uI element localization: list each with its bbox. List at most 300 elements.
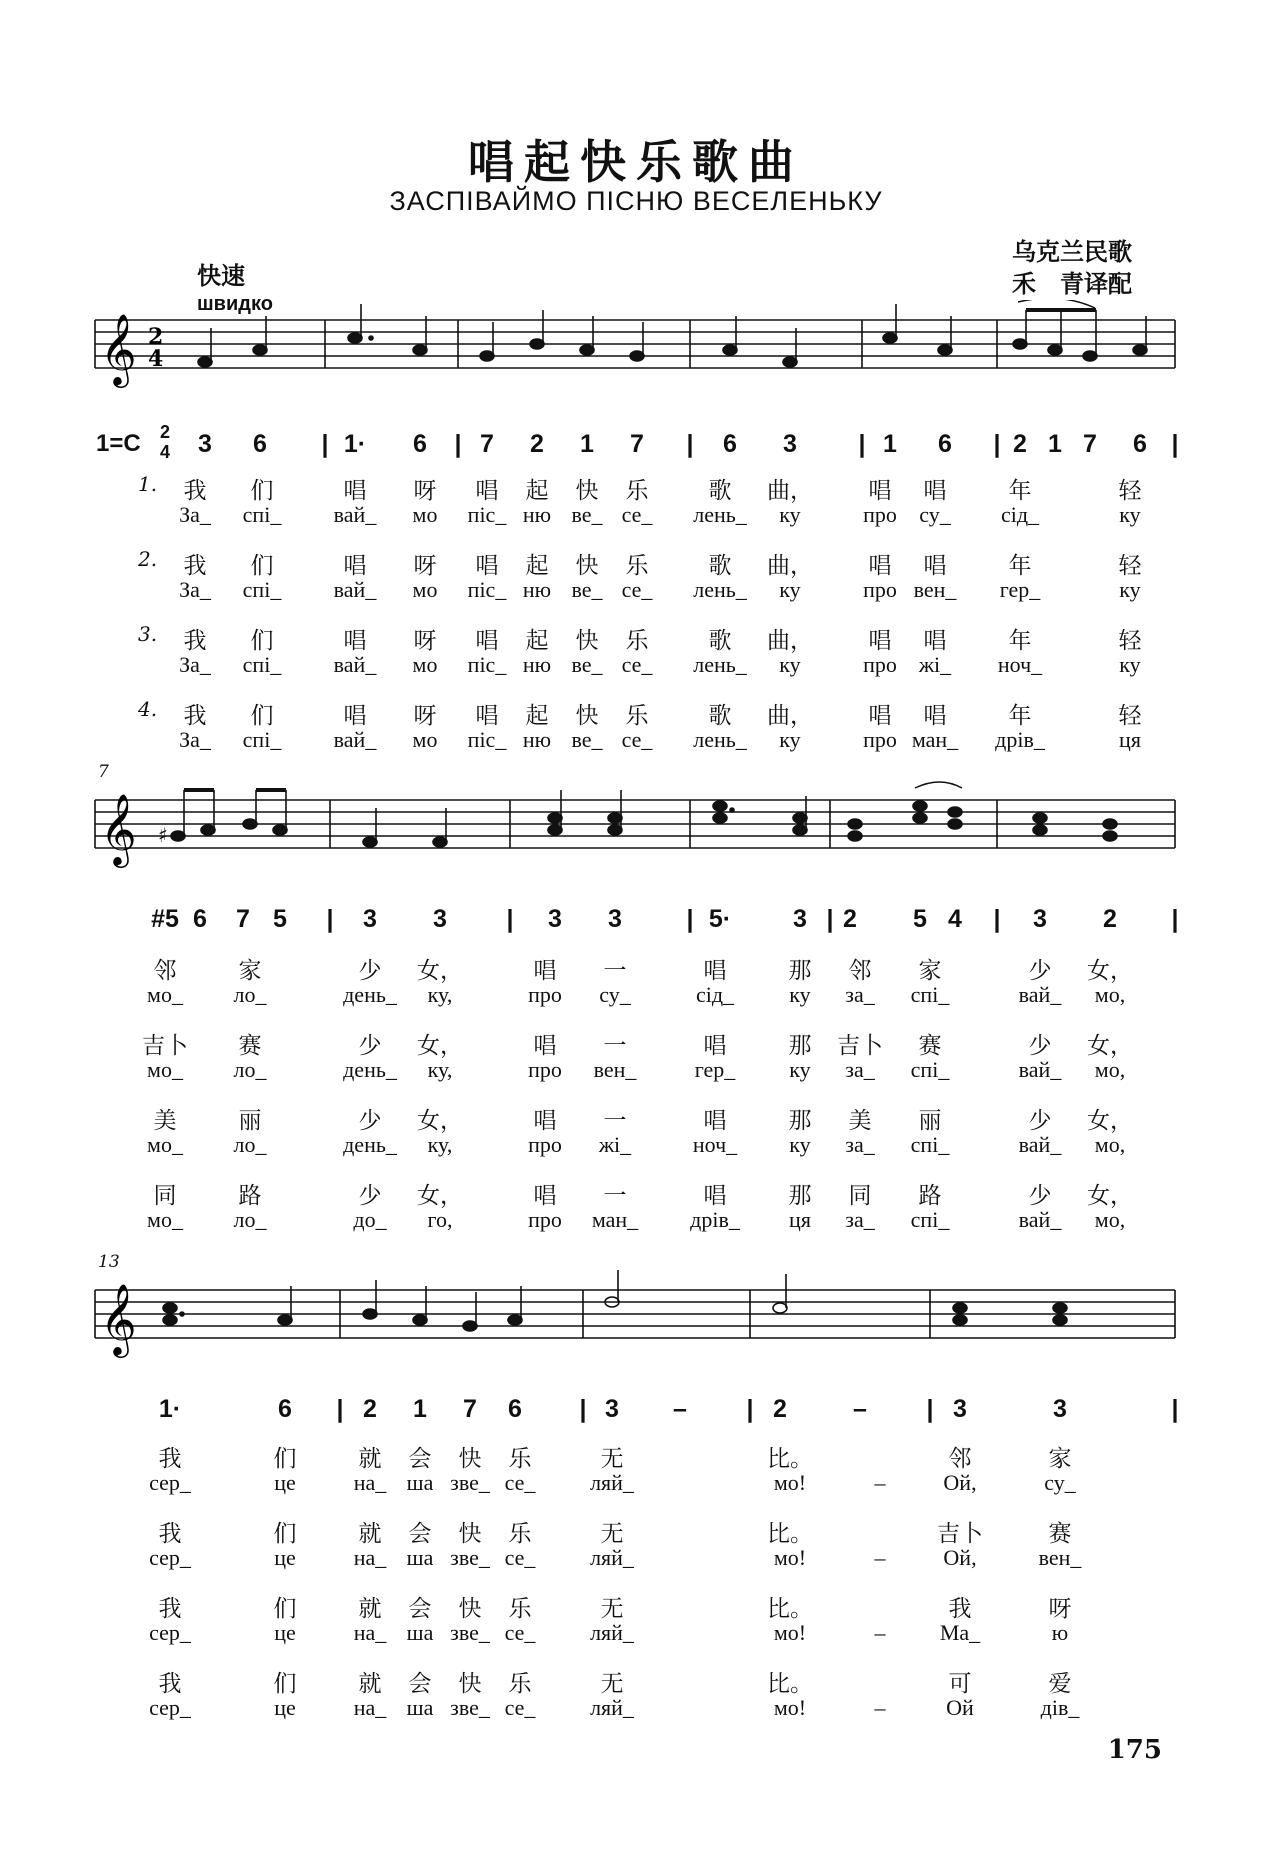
lyric-ukrainian: зве_ <box>450 1470 490 1495</box>
lyric-ukrainian: ку, <box>427 1057 453 1082</box>
lyric-ukrainian: ман_ <box>591 1207 639 1232</box>
jianpu-note: 2 <box>773 1395 787 1423</box>
lyric-ukrainian: су_ <box>599 982 631 1007</box>
lyric-chinese: 唱 <box>868 478 892 504</box>
page-number: 175 <box>1107 1735 1162 1765</box>
lyric-chinese: 快 <box>575 703 599 729</box>
lyric-ukrainian: спі_ <box>910 1132 950 1157</box>
lyric-ukrainian: ця <box>789 1207 811 1232</box>
lyric-ukrainian: про <box>528 982 562 1007</box>
lyric-chinese: 就 <box>358 1596 382 1622</box>
lyric-chinese: 年 <box>1008 703 1032 729</box>
lyric-chinese: 快 <box>458 1671 482 1697</box>
lyric-chinese: 们 <box>250 628 274 654</box>
lyric-chinese: 美 <box>848 1108 872 1134</box>
lyric-ukrainian: ку <box>779 652 801 677</box>
lyric-chinese: 乐 <box>508 1596 532 1622</box>
lyric-ukrainian: дрів_ <box>995 727 1045 752</box>
lyric-chinese: 我 <box>183 478 207 504</box>
lyric-ukrainian: сід_ <box>695 982 735 1007</box>
jianpu-row-3 <box>0 1395 1272 1435</box>
lyrics-block-2 <box>0 952 1272 1242</box>
lyric-chinese: 一 <box>603 1108 627 1134</box>
lyric-ukrainian: су_ <box>1044 1470 1076 1495</box>
jianpu-note: 3 <box>783 430 797 458</box>
lyric-chinese: 歌 <box>708 478 732 504</box>
lyric-ukrainian: ша <box>406 1695 434 1720</box>
lyric-chinese: 我 <box>183 553 207 579</box>
lyric-chinese: 吉卜 <box>937 1521 983 1547</box>
lyrics-block-3 <box>0 1440 1272 1730</box>
lyric-chinese: 唱 <box>343 478 367 504</box>
lyric-ukrainian: спі_ <box>242 577 282 602</box>
lyric-ukrainian: се_ <box>621 502 653 527</box>
lyric-ukrainian: спі_ <box>242 502 282 527</box>
lyric-chinese: 少 <box>1028 1183 1052 1209</box>
lyric-chinese: 赛 <box>238 1033 262 1059</box>
lyric-ukrainian: вай_ <box>333 652 377 677</box>
lyric-ukrainian: мо, <box>1094 1207 1126 1232</box>
lyric-ukrainian: лень_ <box>693 727 747 752</box>
lyric-ukrainian: спі_ <box>910 1057 950 1082</box>
lyric-chinese: 歌 <box>708 703 732 729</box>
lyric-chinese: 邻 <box>848 958 872 984</box>
jianpu-barline: | <box>336 1395 344 1423</box>
lyric-chinese: 快 <box>458 1521 482 1547</box>
lyric-chinese: 那 <box>788 1183 812 1209</box>
lyric-chinese: 少 <box>358 1108 382 1134</box>
lyric-chinese: 唱 <box>343 628 367 654</box>
lyric-chinese: 我 <box>183 703 207 729</box>
lyric-ukrainian: мо <box>412 652 438 677</box>
lyric-ukrainian: це <box>274 1695 296 1720</box>
lyric-ukrainian: се_ <box>621 727 653 752</box>
lyric-chinese: 乐 <box>625 628 649 654</box>
lyric-chinese: 唱 <box>923 478 947 504</box>
lyric-chinese: 唱 <box>475 478 499 504</box>
tempo-chinese: 快速 <box>197 261 245 290</box>
jianpu-note: 2 <box>363 1395 377 1423</box>
lyric-ukrainian: день_ <box>343 1132 397 1157</box>
lyric-ukrainian: ве_ <box>571 652 603 677</box>
jianpu-note: 5· <box>708 905 732 933</box>
jianpu-barline: | <box>993 905 1001 933</box>
lyric-ukrainian: ляй_ <box>590 1695 634 1720</box>
treble-clef-icon: 𝄞 <box>100 312 137 385</box>
lyric-ukrainian: на_ <box>353 1695 387 1720</box>
lyric-ukrainian: ве_ <box>571 577 603 602</box>
lyric-ukrainian: про <box>528 1132 562 1157</box>
jianpu-note: 3 <box>433 905 447 933</box>
lyric-ukrainian: се_ <box>504 1470 536 1495</box>
lyric-ukrainian: Ой, <box>943 1470 977 1495</box>
jianpu-barline: | <box>686 905 694 933</box>
lyric-ukrainian: гер_ <box>999 577 1041 602</box>
lyric-ukrainian: про <box>528 1057 562 1082</box>
lyric-chinese: 女， <box>1087 1033 1133 1059</box>
lyric-ukrainian: зве_ <box>450 1695 490 1720</box>
lyric-ukrainian: – <box>874 1695 886 1720</box>
lyric-ukrainian: вай_ <box>1018 1132 1062 1157</box>
time-signature-top: 2 <box>160 422 171 442</box>
lyric-ukrainian: мо! <box>773 1470 807 1495</box>
lyric-chinese: 无 <box>600 1671 624 1697</box>
svg-text:2: 2 <box>148 324 164 350</box>
lyric-ukrainian: сід_ <box>1000 502 1040 527</box>
lyric-ukrainian: мо_ <box>147 1132 183 1157</box>
lyric-chinese: 女， <box>1087 958 1133 984</box>
lyric-chinese: 们 <box>273 1596 297 1622</box>
lyric-chinese: 少 <box>358 1183 382 1209</box>
lyric-chinese: 女， <box>417 958 463 984</box>
lyric-chinese: 我 <box>183 628 207 654</box>
lyric-ukrainian: – <box>874 1470 886 1495</box>
lyric-chinese: 唱 <box>868 703 892 729</box>
lyric-chinese: 曲， <box>767 553 813 579</box>
jianpu-note: 6 <box>413 430 427 458</box>
lyric-chinese: 少 <box>1028 1033 1052 1059</box>
lyric-chinese: 一 <box>603 958 627 984</box>
lyric-chinese: 乐 <box>508 1446 532 1472</box>
lyric-chinese: 同 <box>153 1183 177 1209</box>
song-title-ukrainian: ЗАСПІВАЙМО ПІСНЮ ВЕСЕЛЕНЬКУ <box>389 186 883 216</box>
lyric-ukrainian: ло_ <box>233 1132 267 1157</box>
lyric-ukrainian: ноч_ <box>997 652 1043 677</box>
lyric-chinese: 快 <box>458 1446 482 1472</box>
jianpu-note: 1 <box>1048 430 1062 458</box>
lyric-ukrainian: на_ <box>353 1470 387 1495</box>
jianpu-note: 6 <box>1133 430 1147 458</box>
jianpu-note: 6 <box>938 430 952 458</box>
lyric-chinese: 们 <box>250 703 274 729</box>
jianpu-barline: | <box>454 430 462 458</box>
verse-number: 3. <box>138 622 158 646</box>
lyric-chinese: 女， <box>417 1108 463 1134</box>
lyric-chinese: 一 <box>603 1033 627 1059</box>
lyric-chinese: 轻 <box>1118 628 1142 654</box>
jianpu-note: 1 <box>883 430 897 458</box>
lyric-ukrainian: се_ <box>504 1695 536 1720</box>
svg-text:4: 4 <box>148 346 164 372</box>
lyric-chinese: 乐 <box>625 703 649 729</box>
lyric-ukrainian: вай_ <box>333 577 377 602</box>
jianpu-barline: | <box>826 905 834 933</box>
lyric-chinese: 女， <box>1087 1108 1133 1134</box>
staff-system-2 <box>0 780 1272 890</box>
lyric-chinese: 唱 <box>923 703 947 729</box>
lyric-chinese: 唱 <box>703 1183 727 1209</box>
lyric-chinese: 快 <box>575 628 599 654</box>
lyric-ukrainian: за_ <box>845 1132 875 1157</box>
lyric-ukrainian: вен_ <box>593 1057 637 1082</box>
lyric-ukrainian: вен_ <box>1038 1545 1082 1570</box>
lyric-chinese: 女， <box>417 1183 463 1209</box>
lyric-ukrainian: ку <box>789 1057 811 1082</box>
key-signature: 1=C <box>96 430 141 457</box>
lyric-chinese: 唱 <box>703 1108 727 1134</box>
lyric-ukrainian: ша <box>406 1470 434 1495</box>
lyric-chinese: 我 <box>948 1596 972 1622</box>
jianpu-barline: | <box>993 430 1001 458</box>
lyric-chinese: 可 <box>948 1671 972 1697</box>
lyric-chinese: 丽 <box>238 1108 262 1134</box>
lyric-chinese: 家 <box>1048 1446 1072 1472</box>
lyric-chinese: 爱 <box>1048 1671 1072 1697</box>
lyric-ukrainian: це <box>274 1620 296 1645</box>
lyric-ukrainian: сер_ <box>149 1620 191 1645</box>
lyric-ukrainian: ку <box>789 982 811 1007</box>
lyric-ukrainian: го, <box>427 1207 453 1232</box>
lyric-ukrainian: ло_ <box>233 1207 267 1232</box>
lyric-chinese: 轻 <box>1118 703 1142 729</box>
lyric-ukrainian: мо <box>412 502 438 527</box>
lyric-chinese: 无 <box>600 1521 624 1547</box>
jianpu-note: 3 <box>608 905 622 933</box>
lyric-ukrainian: ве_ <box>571 727 603 752</box>
lyric-ukrainian: мо, <box>1094 1057 1126 1082</box>
lyric-chinese: 们 <box>250 553 274 579</box>
lyric-chinese: 少 <box>358 958 382 984</box>
lyric-ukrainian: на_ <box>353 1545 387 1570</box>
jianpu-note: 3 <box>548 905 562 933</box>
lyric-ukrainian: на_ <box>353 1620 387 1645</box>
lyric-ukrainian: ку <box>779 577 801 602</box>
lyric-chinese: 唱 <box>475 628 499 654</box>
lyric-chinese: 家 <box>918 958 942 984</box>
jianpu-barline: | <box>746 1395 754 1423</box>
jianpu-note: 7 <box>480 430 494 458</box>
lyric-ukrainian: мо_ <box>147 1057 183 1082</box>
arranger-label: 禾 青译配 <box>1012 269 1132 298</box>
jianpu-note: 6 <box>193 905 207 933</box>
lyric-ukrainian: ю <box>1051 1620 1069 1645</box>
lyric-chinese: 少 <box>1028 1108 1052 1134</box>
lyric-chinese: 快 <box>575 478 599 504</box>
lyric-ukrainian: ве_ <box>571 502 603 527</box>
jianpu-note: #5 <box>151 905 179 933</box>
lyric-ukrainian: спі_ <box>910 982 950 1007</box>
jianpu-note: 5 <box>913 905 927 933</box>
svg-text:♯: ♯ <box>158 823 168 847</box>
lyric-ukrainian: ку, <box>427 982 453 1007</box>
lyric-ukrainian: мо, <box>1094 1132 1126 1157</box>
lyric-chinese: 比。 <box>767 1521 813 1547</box>
lyric-ukrainian: ню <box>522 652 552 677</box>
lyric-chinese: 就 <box>358 1671 382 1697</box>
lyric-ukrainian: день_ <box>343 982 397 1007</box>
lyric-chinese: 一 <box>603 1183 627 1209</box>
lyric-chinese: 唱 <box>923 553 947 579</box>
lyric-ukrainian: за_ <box>845 1207 875 1232</box>
lyric-chinese: 唱 <box>533 1108 557 1134</box>
lyric-chinese: 比。 <box>767 1596 813 1622</box>
lyric-chinese: 唱 <box>343 703 367 729</box>
treble-clef-icon: 𝄞 <box>100 792 137 865</box>
lyric-ukrainian: зве_ <box>450 1545 490 1570</box>
lyric-ukrainian: день_ <box>343 1057 397 1082</box>
jianpu-note: 3 <box>1053 1395 1067 1423</box>
lyric-ukrainian: це <box>274 1470 296 1495</box>
treble-clef-icon: 𝄞 <box>100 1282 137 1355</box>
jianpu-barline: | <box>579 1395 587 1423</box>
jianpu-barline: | <box>686 430 694 458</box>
lyric-chinese: 快 <box>575 553 599 579</box>
lyric-ukrainian: піс_ <box>467 727 507 752</box>
lyric-ukrainian: дрів_ <box>690 1207 740 1232</box>
lyric-chinese: 起 <box>525 628 549 654</box>
lyric-ukrainian: вай_ <box>1018 1207 1062 1232</box>
lyric-chinese: 呀 <box>413 628 437 654</box>
lyric-chinese: 呀 <box>1048 1596 1072 1622</box>
lyric-chinese: 那 <box>788 958 812 984</box>
lyric-chinese: 会 <box>408 1446 432 1472</box>
lyric-chinese: 呀 <box>413 553 437 579</box>
jianpu-note: 3 <box>793 905 807 933</box>
verse-number: 2. <box>138 547 158 571</box>
lyric-chinese: 我 <box>158 1671 182 1697</box>
lyric-chinese: 比。 <box>767 1446 813 1472</box>
jianpu-note: 6 <box>278 1395 292 1423</box>
lyric-ukrainian: за_ <box>845 1057 875 1082</box>
lyric-ukrainian: ню <box>522 727 552 752</box>
lyric-chinese: 会 <box>408 1596 432 1622</box>
lyric-chinese: 邻 <box>153 958 177 984</box>
lyric-ukrainian: ляй_ <box>590 1470 634 1495</box>
lyric-ukrainian: піс_ <box>467 577 507 602</box>
lyric-ukrainian: вай_ <box>1018 982 1062 1007</box>
lyric-ukrainian: зве_ <box>450 1620 490 1645</box>
staff-system-1 <box>0 300 1272 410</box>
lyric-chinese: 呀 <box>413 478 437 504</box>
lyric-chinese: 唱 <box>343 553 367 579</box>
lyric-chinese: 曲， <box>767 478 813 504</box>
jianpu-barline: | <box>1171 905 1179 933</box>
lyric-chinese: 会 <box>408 1521 432 1547</box>
lyric-chinese: 唱 <box>703 958 727 984</box>
verse-number: 4. <box>138 697 158 721</box>
lyric-chinese: 赛 <box>918 1033 942 1059</box>
jianpu-note: 7 <box>236 905 250 933</box>
lyric-chinese: 少 <box>358 1033 382 1059</box>
lyric-ukrainian: про <box>528 1207 562 1232</box>
song-title-chinese: 唱起快乐歌曲 <box>468 135 804 189</box>
lyric-ukrainian: про <box>863 727 897 752</box>
jianpu-barline: | <box>506 905 514 933</box>
lyric-chinese: 那 <box>788 1033 812 1059</box>
lyric-ukrainian: мо! <box>773 1695 807 1720</box>
jianpu-note: 3 <box>363 905 377 933</box>
lyric-chinese: 吉卜 <box>142 1033 188 1059</box>
lyric-ukrainian: ку, <box>427 1132 453 1157</box>
lyric-chinese: 快 <box>458 1596 482 1622</box>
lyric-chinese: 邻 <box>948 1446 972 1472</box>
lyric-ukrainian: се_ <box>504 1620 536 1645</box>
lyric-ukrainian: Ма_ <box>939 1620 981 1645</box>
lyric-ukrainian: су_ <box>919 502 951 527</box>
jianpu-note: 2 <box>843 905 857 933</box>
lyric-ukrainian: це <box>274 1545 296 1570</box>
lyric-ukrainian: вен_ <box>913 577 957 602</box>
lyric-chinese: 乐 <box>625 553 649 579</box>
lyric-chinese: 唱 <box>923 628 947 654</box>
lyric-ukrainian: ку <box>789 1132 811 1157</box>
lyric-ukrainian: се_ <box>621 652 653 677</box>
lyric-chinese: 歌 <box>708 628 732 654</box>
lyric-chinese: 女， <box>417 1033 463 1059</box>
lyric-ukrainian: мо! <box>773 1620 807 1645</box>
lyric-chinese: 赛 <box>1048 1521 1072 1547</box>
lyric-chinese: 同 <box>848 1183 872 1209</box>
lyric-ukrainian: ло_ <box>233 1057 267 1082</box>
lyric-chinese: 唱 <box>703 1033 727 1059</box>
lyric-chinese: 唱 <box>475 553 499 579</box>
lyric-ukrainian: ню <box>522 577 552 602</box>
lyric-chinese: 就 <box>358 1521 382 1547</box>
lyric-ukrainian: ша <box>406 1620 434 1645</box>
lyric-chinese: 女， <box>1087 1183 1133 1209</box>
lyric-ukrainian: про <box>863 502 897 527</box>
lyric-ukrainian: мо, <box>1094 982 1126 1007</box>
lyric-chinese: 歌 <box>708 553 732 579</box>
lyric-ukrainian: ман_ <box>911 727 959 752</box>
lyric-chinese: 唱 <box>533 958 557 984</box>
lyric-ukrainian: ку <box>779 727 801 752</box>
jianpu-note: 6 <box>723 430 737 458</box>
lyric-ukrainian: ку <box>1119 652 1141 677</box>
bar-number: 13 <box>98 1252 120 1272</box>
lyric-ukrainian: за_ <box>845 982 875 1007</box>
lyric-ukrainian: ку <box>1119 577 1141 602</box>
jianpu-note: – <box>673 1395 687 1423</box>
jianpu-note: 5 <box>273 905 287 933</box>
lyric-chinese: 轻 <box>1118 478 1142 504</box>
lyric-ukrainian: ляй_ <box>590 1545 634 1570</box>
lyric-ukrainian: За_ <box>179 652 211 677</box>
lyric-chinese: 年 <box>1008 628 1032 654</box>
jianpu-note: 3 <box>605 1395 619 1423</box>
lyric-ukrainian: вай_ <box>333 502 377 527</box>
jianpu-barline: | <box>326 905 334 933</box>
lyric-chinese: 少 <box>1028 958 1052 984</box>
lyric-chinese: 那 <box>788 1108 812 1134</box>
lyric-ukrainian: се_ <box>504 1545 536 1570</box>
lyric-ukrainian: – <box>874 1545 886 1570</box>
jianpu-note: 6 <box>253 430 267 458</box>
lyric-ukrainian: вай_ <box>333 727 377 752</box>
lyrics-block-1 <box>0 472 1272 762</box>
lyric-ukrainian: ша <box>406 1545 434 1570</box>
lyric-ukrainian: ло_ <box>233 982 267 1007</box>
verse-number: 1. <box>138 472 158 496</box>
lyric-chinese: 们 <box>273 1521 297 1547</box>
lyric-chinese: 曲， <box>767 628 813 654</box>
lyric-chinese: 起 <box>525 553 549 579</box>
lyric-ukrainian: вай_ <box>1018 1057 1062 1082</box>
lyric-chinese: 起 <box>525 703 549 729</box>
lyric-ukrainian: За_ <box>179 727 211 752</box>
lyric-ukrainian: лень_ <box>693 502 747 527</box>
lyric-ukrainian: спі_ <box>910 1207 950 1232</box>
lyric-ukrainian: ку <box>1119 502 1141 527</box>
lyric-ukrainian: сер_ <box>149 1545 191 1570</box>
lyric-chinese: 唱 <box>868 628 892 654</box>
lyric-ukrainian: За_ <box>179 577 211 602</box>
lyric-ukrainian: се_ <box>621 577 653 602</box>
lyric-ukrainian: піс_ <box>467 502 507 527</box>
lyric-ukrainian: ноч_ <box>692 1132 738 1157</box>
lyric-ukrainian: мо! <box>773 1545 807 1570</box>
lyric-ukrainian: Ой <box>946 1695 974 1720</box>
